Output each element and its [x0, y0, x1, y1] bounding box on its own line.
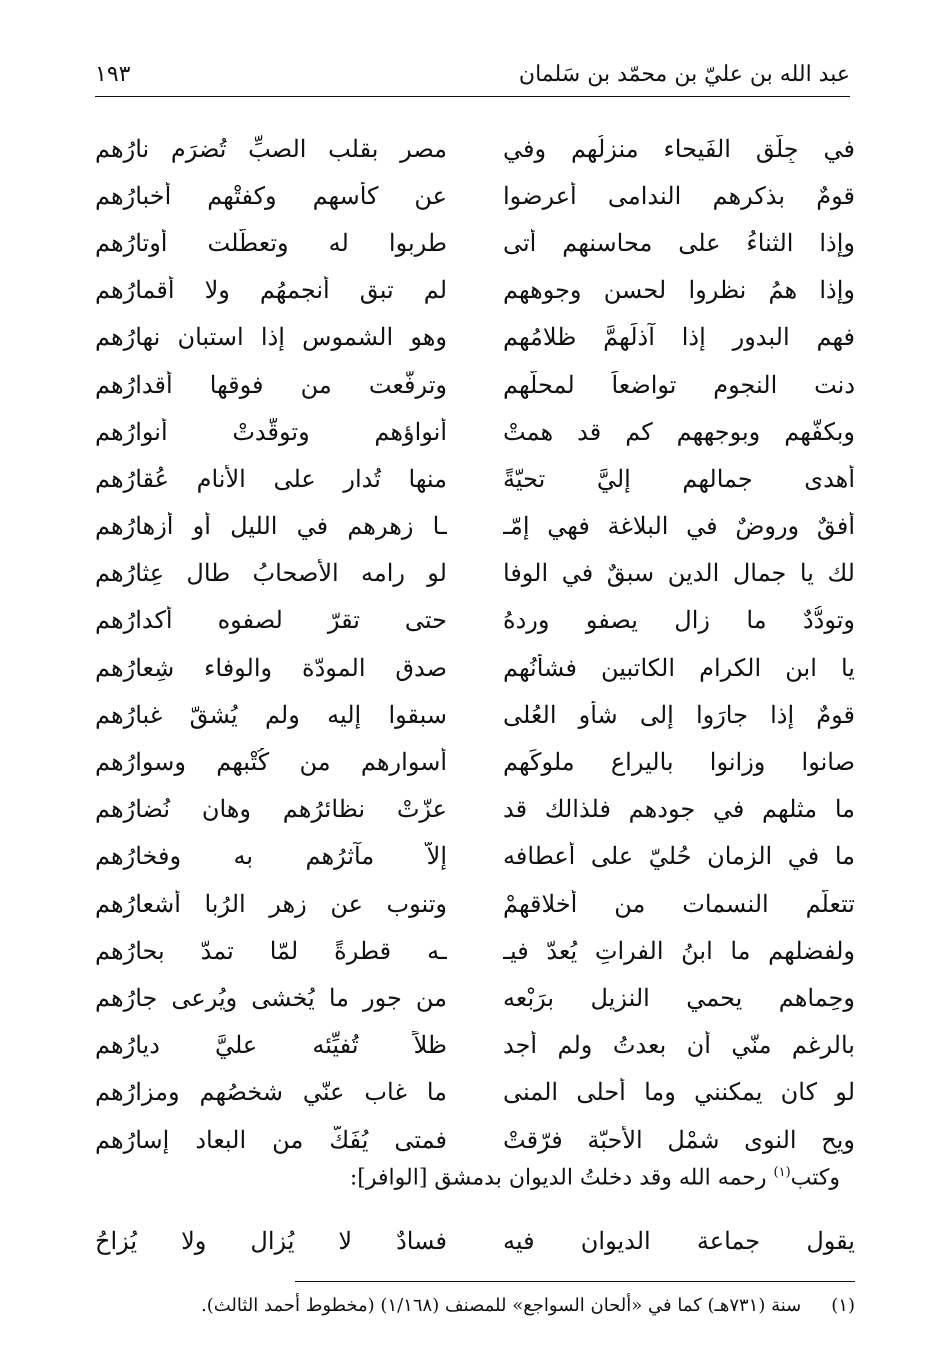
hemistich-right: قومٌ إذا جارَوا إلى شأو العُلى — [503, 700, 855, 729]
verse-line — [95, 738, 855, 785]
verse-line — [95, 597, 855, 644]
hemistich-left: إلاّ مآثرُهم به وفخارُهم — [95, 842, 447, 871]
intro-after: رحمه الله وقد دخلتُ الديوان بدمشق [الوافر]: — [349, 1165, 774, 1191]
footnote-mark: (١) — [831, 1294, 855, 1316]
verse-line — [95, 691, 855, 738]
footnote — [95, 1290, 855, 1320]
hemistich-left: طربوا له وتعطّلت أوتارُهم — [95, 228, 447, 257]
verse-line — [95, 1069, 855, 1116]
verse-line — [95, 503, 855, 550]
verse-line — [95, 644, 855, 691]
hemistich-left: عن كأسهم وكفتْهم أخبارُهم — [95, 181, 447, 210]
hemistich-left: وترفّعت من فوقها أقدارُهم — [95, 370, 447, 399]
footnote-divider — [295, 1281, 855, 1282]
hemistich-left: صدق المودّة والوفاء شِعارُهم — [95, 653, 447, 682]
hemistich-right: لو كان يمكنني وما أحلى المنى — [503, 1078, 855, 1107]
verse-line — [95, 455, 855, 502]
verse-line — [95, 1022, 855, 1069]
verse-line — [95, 219, 855, 266]
hemistich-left: ما غاب عنّي شخصُهم ومزارُهم — [95, 1078, 447, 1107]
hemistich-right: بالرغم منّي أن بعدتُ ولم أجد — [503, 1031, 855, 1060]
hemistich-right: يقول جماعة الديوان فيه — [503, 1227, 855, 1255]
verse-line — [95, 125, 855, 172]
intro-line — [95, 1165, 840, 1190]
hemistich-right: صانوا وزانوا باليراع ملوكَهم — [503, 748, 855, 777]
verse-line — [95, 267, 855, 314]
verse-line — [95, 361, 855, 408]
poem — [95, 125, 855, 1163]
verse-second-poem — [95, 1218, 855, 1264]
hemistich-right: في جِلّق الفَيحاء منزلُهم وفي — [503, 134, 855, 163]
hemistich-right: أفقٌ وروضٌ في البلاغة فهي إمّـ — [503, 512, 855, 541]
hemistich-right: ويح النوى شمْل الأحبّة فرّقتْ — [503, 1125, 855, 1154]
hemistich-right: وتودُّدٌ ما زال يصفو وِردهُ — [503, 606, 855, 635]
hemistich-left: فمتى يُفَكّ من البعاد إسارُهم — [95, 1125, 447, 1154]
verse-line — [95, 786, 855, 833]
hemistich-left: حتى تقرّ لصفوه أكدارُهم — [95, 606, 447, 635]
verse-line — [95, 927, 855, 974]
verse-line — [95, 550, 855, 597]
hemistich-right: وبكفّهم وبوجههم كم قد همتْ — [503, 417, 855, 446]
hemistich-left: فسادٌ لا يُزال ولا يُزاحُ — [95, 1227, 447, 1255]
footnote-reference: (١) — [773, 1165, 791, 1180]
running-title: عبد الله بن عليّ بن محمّد بن سَلمان — [518, 61, 850, 87]
verse-line — [95, 408, 855, 455]
hemistich-right: أهدى جمالهم إليَّ تحيّةً — [503, 464, 855, 493]
verse-line — [95, 833, 855, 880]
hemistich-right: لك يا جمال الدين سبقٌ في الوفا — [503, 559, 855, 588]
page-number: ١٩٣ — [95, 61, 131, 87]
hemistich-right: يا ابن الكرام الكاتبين فشأنُهم — [503, 653, 855, 682]
hemistich-right: فهم البدور إذا آذلَهمَّ ظلامُهم — [503, 323, 855, 352]
hemistich-left: ـا زهرهم في الليل أو أزهارُهم — [95, 512, 447, 541]
hemistich-right: وإذا همُ نظروا لحسن وجوههم — [503, 276, 855, 305]
hemistich-right: دنت النجوم تواضعاً لمحلّهم — [503, 370, 855, 399]
hemistich-left: لو رامه الأصحابُ طال عِثارُهم — [95, 559, 447, 588]
verse-line — [95, 974, 855, 1021]
verse-line — [95, 172, 855, 219]
hemistich-left: عزّتْ نظائرُهم وهان نُضارُهم — [95, 795, 447, 824]
footnote-text: سنة (٧٣١هـ) كما في «ألحان السواجع» للمصنف (١/١٦٨) (مخطوط أحمد الثالث). — [200, 1294, 802, 1316]
hemistich-left: من جور ما يُخشى ويُرعى جارُهم — [95, 983, 447, 1012]
hemistich-left: ـه قطرةً لمّا تمدّ بحارُهم — [95, 936, 447, 965]
hemistich-right: ما في الزمان حُليّ على أعطافه — [503, 842, 855, 871]
intro-before: وكتب — [790, 1165, 840, 1191]
hemistich-right: وحِماهم يحمي النزيل برَبْعه — [503, 983, 855, 1012]
hemistich-left: لم تبق أنجمهُم ولا أقمارُهم — [95, 276, 447, 305]
hemistich-right: وإذا الثناءُ على محاسنهم أتى — [503, 228, 855, 257]
hemistich-right: ما مثلهم في جودهم فلذالك قد — [503, 795, 855, 824]
hemistich-left: أسوارهم من كُتْبهم وسوارُهم — [95, 748, 447, 777]
verse-line — [95, 314, 855, 361]
hemistich-left: سبقوا إليه ولم يُشقّ غبارُهم — [95, 700, 447, 729]
hemistich-left: ظلاً تُفيِّئه عليَّ ديارُهم — [95, 1031, 447, 1060]
hemistich-left: مصرٍ بقلب الصبِّ تُضرَم نارُهم — [95, 134, 447, 163]
page-header — [95, 52, 850, 97]
verse-line — [95, 1116, 855, 1163]
hemistich-right: قومٌ بذكرهم الندامى أعرضوا — [503, 181, 855, 210]
hemistich-left: منها تُدار على الأنام عُقارُهم — [95, 464, 447, 493]
hemistich-left: أنواؤهم وتوقّدتْ أنوارُهم — [95, 417, 447, 446]
hemistich-right: تتعلّم النسمات من أخلاقهمْ — [503, 889, 855, 918]
hemistich-left: وهو الشموس إذا استبان نهارُهم — [95, 323, 447, 352]
hemistich-left: وتنوب عن زهر الرُبا أشعارُهم — [95, 889, 447, 918]
verse-line — [95, 880, 855, 927]
hemistich-right: ولفضلهم ما ابنُ الفراتِ يُعدّ فيـ — [503, 936, 855, 965]
